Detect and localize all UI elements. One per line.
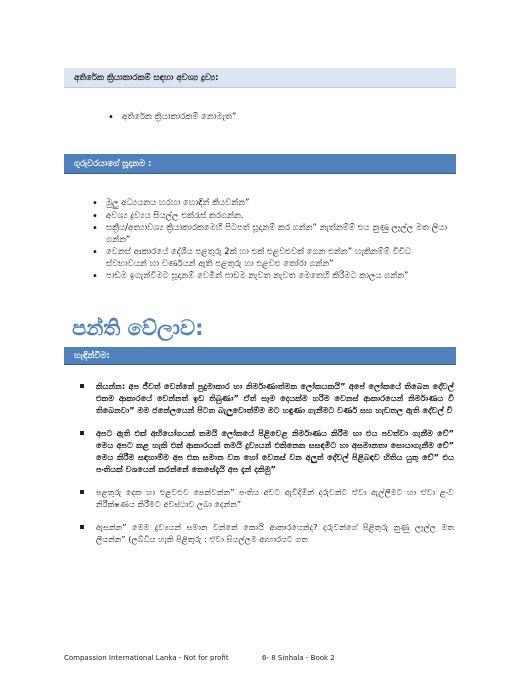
introduction-title: හැඳින්වීම:	[74, 350, 110, 361]
intro-item: අපට ඇති එක් අභියෝගයක් තමයි ලෝකයේ පිළිවෙළ නිර්මාණය කිරීම හා එය පවත්වා ගැනීම වේ” මෙය අපට කළ හැකි එක් ආකාරයක් තමයි ද්‍රව්‍යයන් එකිනෙක සසඳමිට හා අසමානතා සොයාගැනීම වේ” මෙය කිරීම සඳහාම්ම අප එක සමාන වන හෝ වෙනස් වන අලුත් දේවල් පිළිබඳව හිතිය යුතු වේ” එය පංතියක් වශයෙන් කරන්නේ කෙසේදැයි අප දැන් දකිමු”	[88, 427, 454, 475]
footer-right: 6- 8 Sinhala - Book 2	[262, 654, 335, 662]
list-item: • අතිරේක ක්‍රියාකාරකම් නොමැත”	[106, 112, 446, 124]
introduction-list	[88, 380, 454, 556]
teacher-preparation-title: ගුරුවරයාගේ සූදානම :	[74, 158, 152, 169]
list-item: • වෙනස් ආකාරයේ දේශීය පළතුරු 2ක් හා එක් එළවළුවක් ගෙන එන්න” හැකිනම්ම් විවිධ ස්වභාවයන් හා වර්ණයන් ඇති පළතුරු හා එළවළු තෝරා ගන්න”	[90, 247, 450, 270]
list-item: • මුලු අධ්‍යයනය හරහා හොඳින් කියවන්න”	[90, 198, 450, 210]
teacher-preparation-list	[90, 198, 450, 284]
list-item: • පාඩම ඉගැන්වීමට සූදානම් වෙමින් පාඩම නැවත නැවත මෙතෙහි කිරීමට කාලය ගන්න”	[90, 271, 450, 283]
additional-materials-header	[64, 68, 456, 88]
list-item: • සක්‍රීය/අත්‍යාවශ්‍ය ක්‍රියාකාරකමෙහි පිටපත් සූදානම් කර ගන්න” නැත්නම්ම් එය නුණු ලෑල්ල මත ලියා ගන්න”	[90, 223, 450, 246]
intro-item: පළතුරු දෙක හා එළවළුව පෙන්වන්න” පංතිය අවට ඇවිදිමින් දරුවන්ට ඒවා ඇල්ලීමට හා ඒවා ළංව නිරීක්ෂණය කිරීමට අවස්ථාව ලබා දෙන්න”	[88, 486, 454, 510]
teacher-preparation-header	[64, 154, 456, 174]
introduction-header	[64, 347, 456, 365]
additional-materials-list	[106, 112, 446, 125]
additional-materials-title: අතිරේක ක්‍රියාකාරකම් සඳහා අවශ්‍ය ද්‍රව්‍ය:	[74, 72, 219, 83]
intro-item: කියන්න: අප ජීවත් වෙන්නේ පුදුමාකාර හා නිර්මාණාත්මක ලෝකයකයි” අපේ ලෝකයේ තිබෙන දේවල් එකම ආකාරයේ වෙන්නත් ඉඩ තිබුණා” ඒත් සෑම දෙයක්ම හරිම වෙනස් ආකාරයෙන් නිර්මාණය වී තිබෙනවා” මම ජනේලයෙන් පිටත බැලුවොත්ම්ම මට හඳුණා ගැනීමට වර්ණ සහ හැඩතල ඇති දේවල් වි	[88, 380, 454, 416]
class-time-heading: පන්ති වේලාව:	[72, 316, 204, 340]
intro-item: ඇසන්න” මෙම ද්‍රව්‍යයන් සමාන වන්නේ කොයි ආකාරයෙන්ද? දරුවන්ගේ පිළිතුරු නුණු ලෑල්ල මත ලියන්න” (ලබ්ධිය හැකි පිළිතුරු : ඒවා සියල්ලම ආහාරයට ගත	[88, 521, 454, 545]
list-item: • අවශ්‍ය ද්‍රව්‍යය සියල්ල එක්රැස් කරගන්න.	[90, 211, 450, 223]
footer-left: Compassion International Lanka - Not for profit	[64, 654, 229, 662]
